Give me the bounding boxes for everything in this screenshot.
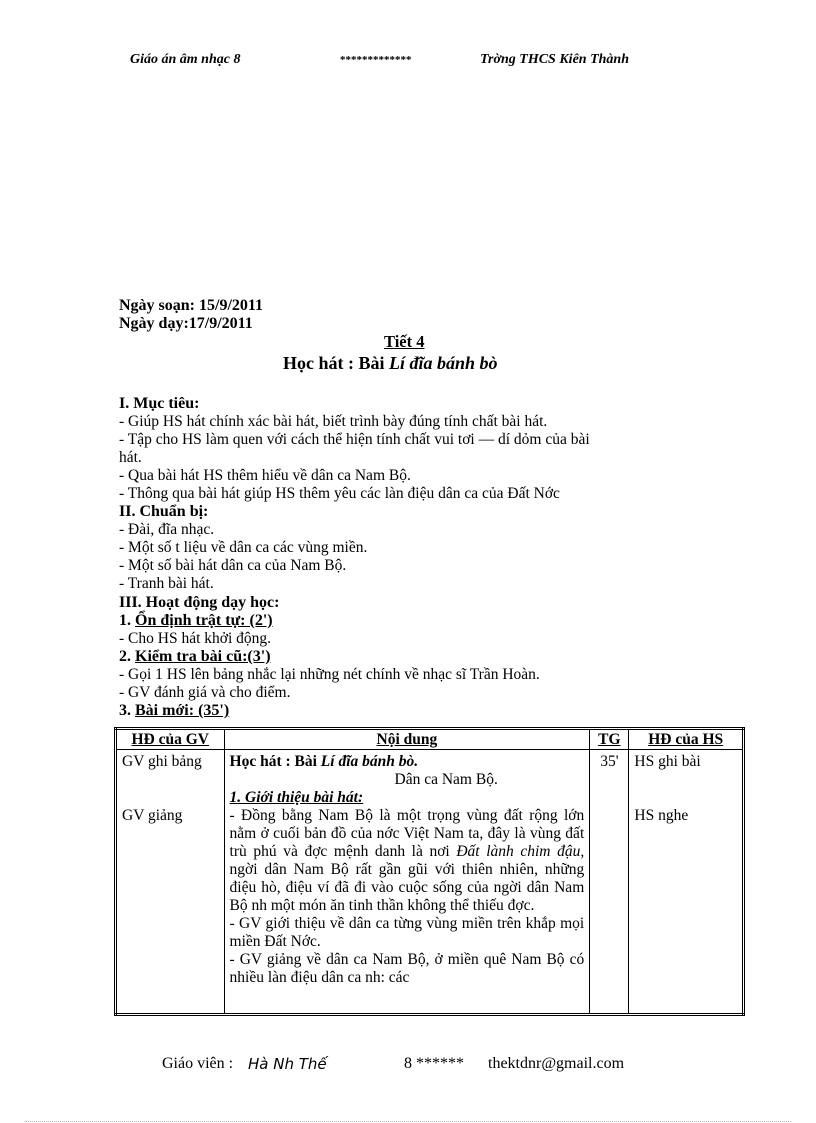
footer-email: thektdnr@gmail.com xyxy=(488,1055,625,1072)
lesson-plan-table xyxy=(114,727,745,1016)
bai-moi-number: 3. xyxy=(119,702,135,719)
chuan-bi-item: - Một số bài hát dân ca của Nam Bộ. xyxy=(119,557,347,574)
lesson-number: Tiết 4 xyxy=(384,332,425,351)
lesson-title-song: Lí đĩa bánh bò xyxy=(389,353,498,373)
muc-tieu-item: - Qua bài hát HS thêm hiểu về dân ca Nam Bộ. xyxy=(119,467,411,484)
content-subtitle: Dân ca Nam Bộ. xyxy=(394,771,498,788)
hs-activity: HS ghi bài xyxy=(634,753,701,770)
bai-moi-label: Bài mới: (35') xyxy=(135,702,230,719)
date-soan: Ngày soạn: 15/9/2011 xyxy=(119,297,264,314)
section-chuan-bi-heading: II. Chuẩn bị: xyxy=(119,503,209,520)
content-paragraph: - GV giảng về dân ca Nam Bộ, ở miền quê Nam Bộ có nhiều làn điệu dân ca nh: các xyxy=(229,951,585,986)
content-title-prefix: Học hát : Bài xyxy=(229,753,321,770)
gv-activity: GV ghi bảng xyxy=(122,753,202,770)
chuan-bi-item: - Tranh bài hát. xyxy=(119,575,214,592)
header-stars: ************* xyxy=(340,54,412,66)
tg-cell: 35' xyxy=(590,750,629,1015)
lesson-title xyxy=(283,353,498,374)
on-dinh-heading xyxy=(119,612,273,630)
content-para1-end: ngời dân Nam Bộ rất gần gũi với thiên nhiên, những điệu hò, điệu ví đã đi vào cuộc sống của ngời dân Nam Bộ nh một món ăn tinh thần không thể thiếu đợc. xyxy=(229,861,585,914)
muc-tieu-item: - Thông qua bài hát giúp HS thêm yêu các làn điệu dân ca của Đất Nớc xyxy=(119,485,560,502)
content-paragraph: - GV giới thiệu về dân ca từng vùng miền trên khắp mọi miền Đất Nớc. xyxy=(229,915,585,950)
chuan-bi-item: - Đài, đĩa nhạc. xyxy=(119,521,215,538)
content-para1-start: - Đồng bằng Nam Bộ là một trọng vùng đất rộng lớn nằm ở cuối bản đồ của nớc Việt Nam ta, đây là vùng đất trù phú và đợc mệnh danh là nơi xyxy=(229,807,585,860)
muc-tieu-item: - Giúp HS hát chính xác bài hát, biết trình bày đúng tính chất bài hát. xyxy=(119,413,548,430)
gv-activity-cell xyxy=(116,750,225,1015)
content-section-heading: 1. Giới thiệu bài hát: xyxy=(229,789,364,806)
gv-activity: GV giảng xyxy=(122,807,183,824)
footer-teacher-label: Giáo viên : xyxy=(162,1055,234,1072)
date-day: Ngày dạy:17/9/2011 xyxy=(119,315,253,332)
content-paragraph xyxy=(230,807,585,915)
header-noi-dung: Nội dung xyxy=(224,729,590,750)
header-hd-hs: HĐ của HS xyxy=(629,729,744,750)
footer-grade: 8 ****** xyxy=(404,1055,464,1072)
kiem-tra-number: 2. xyxy=(119,648,135,665)
on-dinh-text: - Cho HS hát khởi động. xyxy=(119,630,272,647)
kiem-tra-item: - GV đánh giá và cho điểm. xyxy=(119,684,291,701)
muc-tieu-item: hát. xyxy=(119,449,142,466)
content-title xyxy=(230,753,585,771)
hs-activity: HS nghe xyxy=(634,807,689,824)
section-muc-tieu-heading: I. Mục tiêu: xyxy=(119,395,200,412)
kiem-tra-heading xyxy=(119,648,271,666)
section-hoat-dong-heading: III. Hoạt động dạy học: xyxy=(119,594,280,611)
on-dinh-label: Ổn định trật tự: (2') xyxy=(135,612,273,629)
table-header-row xyxy=(116,729,744,750)
header-hd-gv: HĐ của GV xyxy=(116,729,225,750)
chuan-bi-item: - Một số t liệu về dân ca các vùng miền. xyxy=(119,539,368,556)
table-row xyxy=(116,750,744,1015)
footer-teacher-name: Hà Nh Thế xyxy=(248,1055,327,1073)
kiem-tra-item: - Gọi 1 HS lên bảng nhắc lại những nét chính về nhạc sĩ Trần Hoàn. xyxy=(119,666,540,683)
kiem-tra-label: Kiểm tra bài cũ:(3') xyxy=(135,648,271,665)
page-bottom-divider xyxy=(25,1121,791,1122)
content-title-song: Lí đĩa bánh bò. xyxy=(320,753,419,770)
bai-moi-heading xyxy=(119,702,229,720)
muc-tieu-item: - Tập cho HS làm quen với cách thể hiện tính chất vui tơi — dí dỏm của bài xyxy=(119,431,590,448)
header-tg: TG xyxy=(590,729,629,750)
content-para1-italic: Đất lành chim đậu, xyxy=(456,843,585,860)
lesson-title-prefix: Học hát : Bài xyxy=(283,353,389,373)
on-dinh-number: 1. xyxy=(119,612,135,629)
hs-activity-cell xyxy=(629,750,744,1015)
content-cell xyxy=(224,750,590,1015)
header-left: Giáo án âm nhạc 8 xyxy=(130,52,241,67)
header-right: Trờng THCS Kiên Thành xyxy=(480,52,629,67)
